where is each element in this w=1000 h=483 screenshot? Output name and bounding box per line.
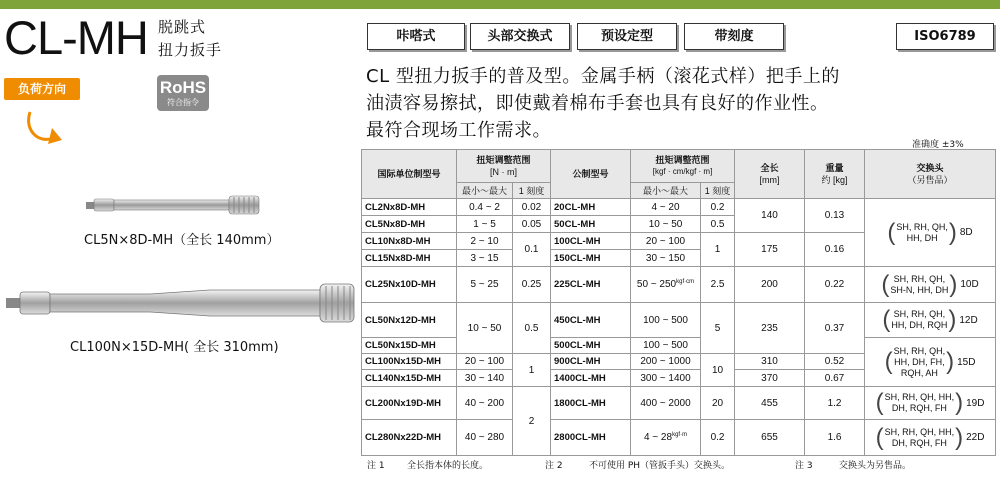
cell-metric-range-unit: kgf·m bbox=[672, 432, 688, 438]
close-bracket: ) bbox=[946, 348, 955, 375]
cell-metric-model: 2800CL-MH bbox=[551, 420, 631, 456]
header-metric-min-max: 最小～最大 bbox=[631, 183, 701, 199]
cell-metric-model: 500CL-MH bbox=[551, 338, 631, 354]
cell-metric-model: 150CL-MH bbox=[551, 250, 631, 267]
exchange-head-size: 22D bbox=[966, 432, 985, 443]
cell-si-model: CL100Nx15D-MH bbox=[362, 354, 457, 370]
cell-metric-range: 20 ~ 100 bbox=[631, 233, 701, 250]
tag-click-type: 咔嗒式 bbox=[367, 23, 465, 50]
header-length bbox=[735, 150, 805, 199]
exchange-head-group bbox=[865, 308, 995, 332]
header-length-unit: [mm] bbox=[759, 175, 780, 185]
rohs-subtext: 符合指令 bbox=[167, 98, 199, 107]
exchange-head-line: SH, RH, QH, bbox=[893, 345, 946, 356]
product-subtitle bbox=[158, 16, 222, 62]
exchange-head-size: 10D bbox=[960, 279, 979, 290]
exchange-head-line: HH, DH bbox=[906, 232, 938, 243]
header-si-min-max: 最小～最大 bbox=[457, 183, 513, 199]
cell-si-range: 20 ~ 100 bbox=[457, 354, 513, 370]
header-metric-model: 公制型号 bbox=[551, 150, 631, 199]
description bbox=[366, 63, 986, 144]
cell-si-range: 2 ~ 10 bbox=[457, 233, 513, 250]
rohs-mark: RoHS bbox=[159, 78, 207, 97]
exchange-head-line: HH, DH, RQH bbox=[891, 320, 948, 330]
table-row bbox=[362, 267, 996, 303]
cell-si-grad: 0.1 bbox=[513, 233, 551, 267]
exchange-head-line: SH, RH, QH, bbox=[893, 309, 946, 319]
cell-metric-range: 200 ~ 1000 bbox=[631, 354, 701, 370]
open-bracket: ( bbox=[887, 218, 896, 246]
header-weight bbox=[805, 150, 865, 199]
header-si-range-unit: [N · m] bbox=[490, 167, 517, 177]
note-text: 全长指本体的长度。 bbox=[407, 461, 489, 471]
open-bracket: ( bbox=[882, 306, 891, 333]
cell-length: 175 bbox=[735, 233, 805, 267]
cell-metric-range-unit: kgf·cm bbox=[676, 279, 695, 285]
cell-metric-model: 20CL-MH bbox=[551, 199, 631, 216]
cell-exchange-heads bbox=[865, 199, 996, 267]
wrench-small-image bbox=[86, 190, 266, 220]
cell-exchange-heads bbox=[865, 387, 996, 420]
exchange-head-group bbox=[865, 423, 995, 451]
cell-metric-range bbox=[631, 420, 701, 456]
exchange-head-line: SH, RH, QH, bbox=[893, 273, 946, 284]
table-row bbox=[362, 199, 996, 216]
cell-si-model: CL5Nx8D-MH bbox=[362, 216, 457, 233]
close-bracket: ) bbox=[948, 218, 957, 246]
table-row bbox=[362, 303, 996, 338]
table-header-row bbox=[362, 150, 996, 183]
header-si-grad: 1 刻度 bbox=[513, 183, 551, 199]
clockwise-arrow-icon bbox=[22, 104, 66, 148]
cell-si-range: 40 ~ 280 bbox=[457, 420, 513, 456]
cell-metric-grad: 10 bbox=[701, 354, 735, 387]
cell-metric-range: 100 ~ 500 bbox=[631, 303, 701, 338]
cell-si-grad: 2 bbox=[513, 387, 551, 456]
close-bracket: ) bbox=[949, 270, 958, 298]
cell-metric-grad: 1 bbox=[701, 233, 735, 267]
rohs-badge bbox=[157, 75, 209, 111]
header-metric-grad: 1 刻度 bbox=[701, 183, 735, 199]
cell-metric-range bbox=[631, 267, 701, 303]
cell-si-model: CL280Nx22D-MH bbox=[362, 420, 457, 456]
cell-weight: 0.52 bbox=[805, 354, 865, 370]
cell-length: 655 bbox=[735, 420, 805, 456]
tag-preset: 预设定型 bbox=[577, 23, 677, 50]
note-label: 注 2 bbox=[545, 461, 563, 471]
exchange-head-list bbox=[885, 427, 955, 449]
cell-exchange-heads bbox=[865, 303, 996, 338]
exchange-head-list bbox=[896, 222, 948, 244]
cell-metric-range-value: 4 ~ 28 bbox=[643, 432, 673, 443]
exchange-head-group bbox=[865, 270, 995, 298]
spec-table bbox=[361, 149, 996, 456]
subtitle-line2: 扭力扳手 bbox=[158, 41, 223, 59]
header-weight-label: 重量 bbox=[825, 163, 844, 173]
cell-exchange-heads bbox=[865, 267, 996, 303]
cell-weight: 0.22 bbox=[805, 267, 865, 303]
header-metric-range-unit: [kgf · cm/kgf · m] bbox=[652, 167, 713, 176]
exchange-head-line: HH, DH, FH, bbox=[894, 356, 945, 367]
cell-si-grad: 0.02 bbox=[513, 199, 551, 216]
open-bracket: ( bbox=[884, 348, 893, 375]
exchange-head-size: 15D bbox=[957, 356, 976, 368]
description-line: CL 型扭力扳手的普及型。金属手柄（滚花式样）把手上的 bbox=[366, 66, 840, 87]
exchange-head-line: SH, RH, QH, HH, bbox=[884, 426, 955, 437]
exchange-head-list bbox=[885, 392, 955, 414]
cell-si-range: 1 ~ 5 bbox=[457, 216, 513, 233]
header-metric-range bbox=[631, 150, 735, 183]
note-label: 注 3 bbox=[795, 461, 813, 471]
cell-metric-model: 100CL-MH bbox=[551, 233, 631, 250]
open-bracket: ( bbox=[881, 270, 890, 298]
wrench-large-image bbox=[0, 278, 360, 328]
description-line: 最符合现场工作需求。 bbox=[366, 120, 551, 141]
accuracy-note: 准确度 ±3% bbox=[912, 140, 964, 150]
tag-graduated: 带刻度 bbox=[684, 23, 784, 50]
header-si-model: 国际单位制型号 bbox=[362, 150, 457, 199]
cell-length: 200 bbox=[735, 267, 805, 303]
open-bracket: ( bbox=[875, 389, 884, 416]
cell-weight: 0.37 bbox=[805, 303, 865, 354]
load-direction-badge: 负荷方向 bbox=[4, 78, 80, 100]
cell-si-model: CL50Nx12D-MH bbox=[362, 303, 457, 338]
cell-si-model: CL200Nx19D-MH bbox=[362, 387, 457, 420]
note-text: 不可使用 PH（管扳手头）交换头。 bbox=[589, 461, 731, 471]
caption-small-wrench: CL5N×8D-MH（全长 140mm） bbox=[84, 233, 280, 248]
product-code-title: CL-MH bbox=[4, 11, 148, 64]
exchange-head-group bbox=[865, 391, 995, 415]
cell-metric-range: 4 ~ 20 bbox=[631, 199, 701, 216]
cell-weight: 0.13 bbox=[805, 199, 865, 233]
cell-si-model: CL10Nx8D-MH bbox=[362, 233, 457, 250]
header-metric-range-label: 扭矩调整范围 bbox=[655, 155, 710, 165]
cell-length: 235 bbox=[735, 303, 805, 354]
subtitle-line1: 脱跳式 bbox=[158, 18, 207, 36]
top-accent-bar bbox=[0, 0, 1000, 9]
description-line: 油渍容易擦拭，即使戴着棉布手套也具有良好的作业性。 bbox=[366, 93, 829, 114]
cell-metric-model: 50CL-MH bbox=[551, 216, 631, 233]
cell-metric-grad: 0.2 bbox=[701, 420, 735, 456]
exchange-head-size: 19D bbox=[966, 397, 985, 409]
cell-exchange-heads bbox=[865, 338, 996, 387]
cell-metric-model: 1800CL-MH bbox=[551, 387, 631, 420]
table-row bbox=[362, 387, 996, 420]
cell-metric-model: 450CL-MH bbox=[551, 303, 631, 338]
cell-metric-range: 30 ~ 150 bbox=[631, 250, 701, 267]
header-si-range-label: 扭矩调整范围 bbox=[476, 155, 531, 165]
cell-si-grad: 0.05 bbox=[513, 216, 551, 233]
cell-metric-range: 400 ~ 2000 bbox=[631, 387, 701, 420]
exchange-head-group bbox=[865, 218, 995, 246]
cell-metric-grad: 5 bbox=[701, 303, 735, 354]
exchange-head-line: DH, RQH, FH bbox=[891, 437, 947, 448]
cell-metric-grad: 0.5 bbox=[701, 216, 735, 233]
exchange-head-list bbox=[891, 309, 947, 331]
cell-si-grad: 0.25 bbox=[513, 267, 551, 303]
open-bracket: ( bbox=[875, 423, 884, 451]
cell-metric-range: 300 ~ 1400 bbox=[631, 370, 701, 387]
note-label: 注 1 bbox=[367, 461, 385, 471]
cell-si-range: 10 ~ 50 bbox=[457, 303, 513, 354]
cell-metric-model: 225CL-MH bbox=[551, 267, 631, 303]
cell-metric-grad: 2.5 bbox=[701, 267, 735, 303]
cell-weight: 0.16 bbox=[805, 233, 865, 267]
close-bracket: ) bbox=[948, 306, 957, 333]
close-bracket: ) bbox=[955, 423, 964, 451]
cell-length: 370 bbox=[735, 370, 805, 387]
cell-si-range: 0.4 ~ 2 bbox=[457, 199, 513, 216]
cell-metric-grad: 20 bbox=[701, 387, 735, 420]
header-si-range bbox=[457, 150, 551, 183]
tag-iso6789: ISO6789 bbox=[896, 23, 994, 50]
cell-si-model: CL50Nx15D-MH bbox=[362, 338, 457, 354]
cell-weight: 0.67 bbox=[805, 370, 865, 387]
header-exchange-note: （另售品） bbox=[907, 175, 953, 185]
cell-metric-model: 1400CL-MH bbox=[551, 370, 631, 387]
exchange-head-list bbox=[894, 346, 946, 379]
cell-length: 140 bbox=[735, 199, 805, 233]
exchange-head-list bbox=[890, 274, 948, 296]
header-exchange bbox=[865, 150, 996, 199]
exchange-head-line: RQH, AH bbox=[900, 367, 938, 378]
note-text: 交换头为另售品。 bbox=[839, 461, 912, 471]
header-length-label: 全长 bbox=[760, 163, 779, 173]
exchange-head-line: SH, RH, QH, bbox=[896, 221, 948, 232]
cell-si-range: 5 ~ 25 bbox=[457, 267, 513, 303]
cell-metric-range-value: 50 ~ 250 bbox=[636, 279, 677, 290]
cell-si-model: CL15Nx8D-MH bbox=[362, 250, 457, 267]
exchange-head-group bbox=[865, 346, 995, 379]
cell-metric-grad: 0.2 bbox=[701, 199, 735, 216]
exchange-head-line: SH-N, HH, DH bbox=[890, 284, 949, 295]
exchange-head-line: SH, RH, QH, HH, bbox=[884, 392, 955, 402]
table-row bbox=[362, 420, 996, 456]
cell-exchange-heads bbox=[865, 420, 996, 456]
cell-weight: 1.2 bbox=[805, 387, 865, 420]
cell-si-model: CL140Nx15D-MH bbox=[362, 370, 457, 387]
cell-si-grad: 0.5 bbox=[513, 303, 551, 354]
cell-length: 455 bbox=[735, 387, 805, 420]
cell-si-grad: 1 bbox=[513, 354, 551, 387]
header-exchange-label: 交换头 bbox=[916, 163, 944, 173]
caption-large-wrench: CL100N×15D-MH( 全长 310mm) bbox=[70, 340, 279, 355]
cell-si-model: CL25Nx10D-MH bbox=[362, 267, 457, 303]
cell-metric-range: 100 ~ 500 bbox=[631, 338, 701, 354]
cell-si-range: 30 ~ 140 bbox=[457, 370, 513, 387]
cell-metric-model: 900CL-MH bbox=[551, 354, 631, 370]
cell-si-range: 3 ~ 15 bbox=[457, 250, 513, 267]
cell-metric-range: 10 ~ 50 bbox=[631, 216, 701, 233]
cell-length: 310 bbox=[735, 354, 805, 370]
exchange-head-line: DH, RQH, FH bbox=[891, 403, 947, 413]
tag-head-exchange: 头部交换式 bbox=[470, 23, 570, 50]
cell-si-model: CL2Nx8D-MH bbox=[362, 199, 457, 216]
exchange-head-size: 8D bbox=[959, 227, 973, 238]
cell-si-range: 40 ~ 200 bbox=[457, 387, 513, 420]
cell-weight: 1.6 bbox=[805, 420, 865, 456]
close-bracket: ) bbox=[955, 389, 964, 416]
header-weight-unit: 约 [kg] bbox=[821, 175, 848, 185]
exchange-head-size: 12D bbox=[959, 314, 978, 326]
